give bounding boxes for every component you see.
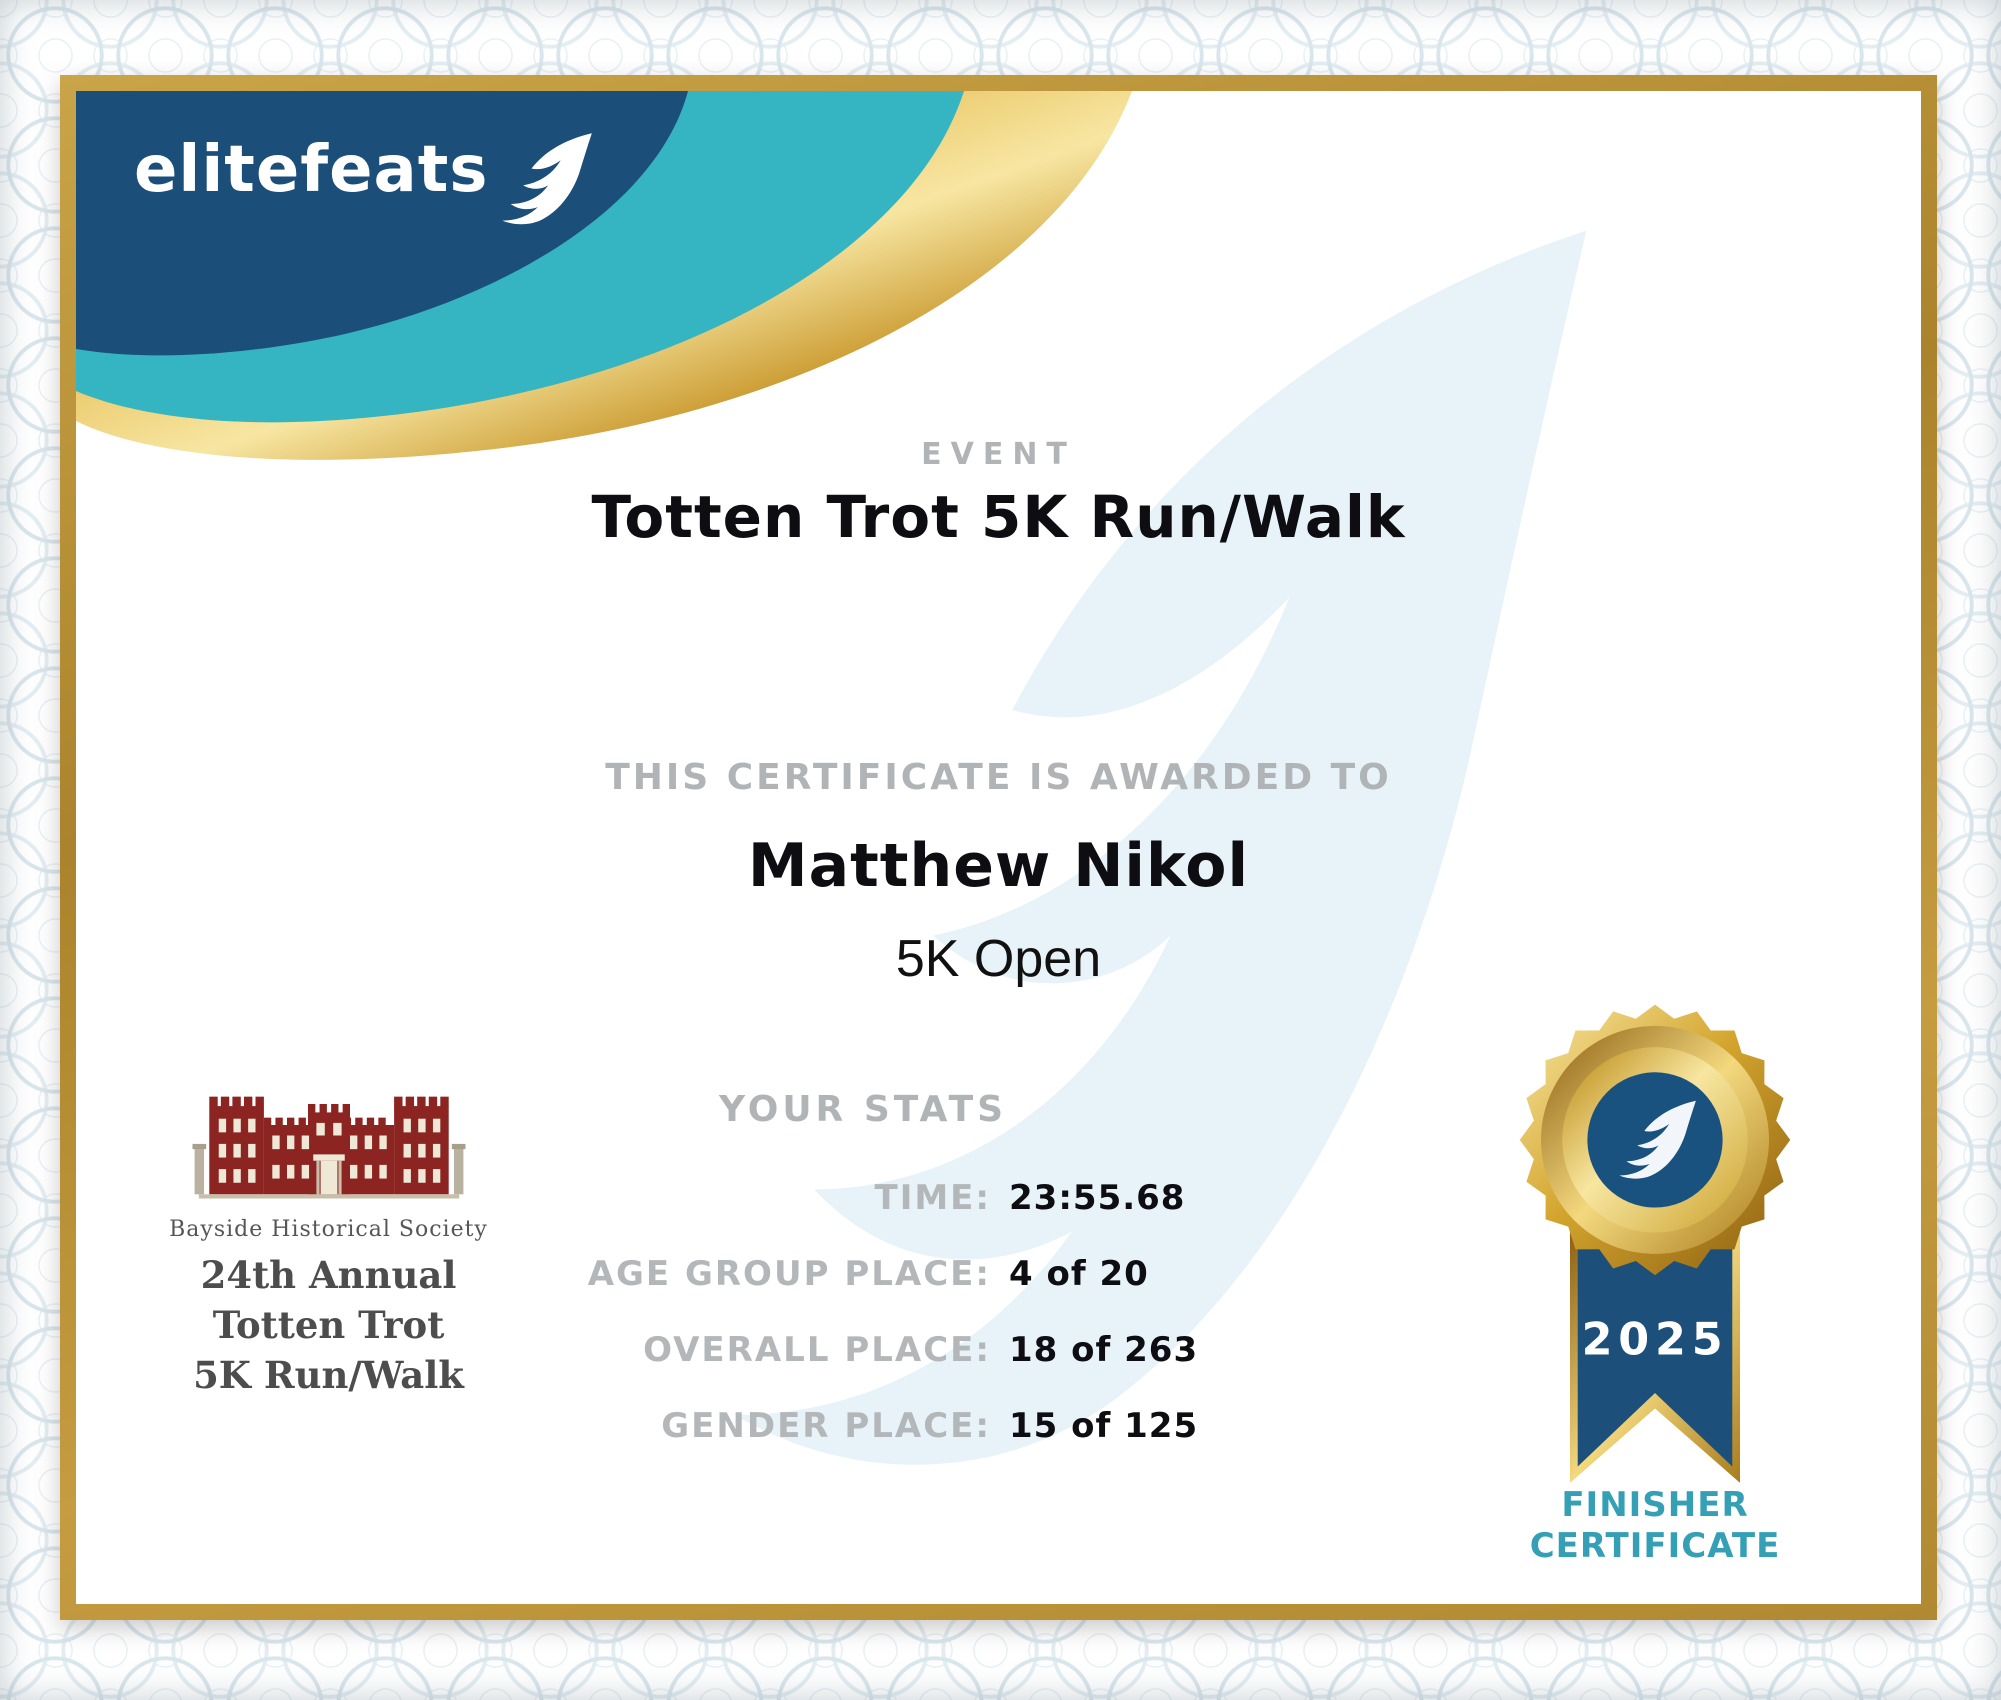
host-event-line1: 24th Annual <box>200 1253 457 1297</box>
stat-row-overall-place <box>436 1329 1686 1371</box>
stat-row-time <box>436 1177 1686 1219</box>
medal-caption-line1: FINISHER <box>1561 1485 1749 1525</box>
elitefeats-logo <box>134 135 596 231</box>
stat-label: TIME: <box>874 1178 991 1218</box>
award-intro: THIS CERTIFICATE IS AWARDED TO <box>605 757 1392 798</box>
logo-text: elitefeats <box>134 133 489 207</box>
stat-label: OVERALL PLACE: <box>643 1330 991 1370</box>
stats-heading: YOUR STATS <box>718 1089 1008 1130</box>
host-event-line2: Totten Trot <box>212 1303 445 1347</box>
medal-caption-line2: CERTIFICATE <box>1529 1526 1781 1566</box>
division-name: 5K Open <box>895 930 1102 988</box>
host-org-name: Bayside Historical Society <box>169 1217 488 1242</box>
stat-row-gender-place <box>436 1405 1686 1447</box>
stat-value: 23:55.68 <box>1009 1178 1186 1218</box>
stat-label: AGE GROUP PLACE: <box>587 1254 991 1294</box>
stat-value: 15 of 125 <box>1009 1406 1199 1446</box>
finisher-medal <box>1510 995 1800 1566</box>
stat-value: 4 of 20 <box>1009 1254 1149 1294</box>
stat-label: GENDER PLACE: <box>661 1406 991 1446</box>
bayside-building-illustration <box>189 1083 469 1209</box>
winged-foot-icon <box>492 127 596 231</box>
stats-list <box>436 1177 1686 1481</box>
medal-graphic <box>1510 995 1800 1536</box>
medal-year: 2025 <box>1581 1314 1729 1366</box>
event-label: EVENT <box>921 437 1076 472</box>
gold-frame <box>60 75 1937 1620</box>
event-title: Totten Trot 5K Run/Walk <box>591 483 1406 551</box>
stat-value: 18 of 263 <box>1009 1330 1199 1370</box>
certificate-body <box>76 91 1921 1604</box>
host-logo-block <box>156 1083 501 1400</box>
medal-caption <box>1445 1485 1865 1567</box>
stat-row-age-group-place <box>436 1253 1686 1295</box>
host-event-line3: 5K Run/Walk <box>193 1353 464 1397</box>
recipient-name: Matthew Nikol <box>747 831 1250 901</box>
